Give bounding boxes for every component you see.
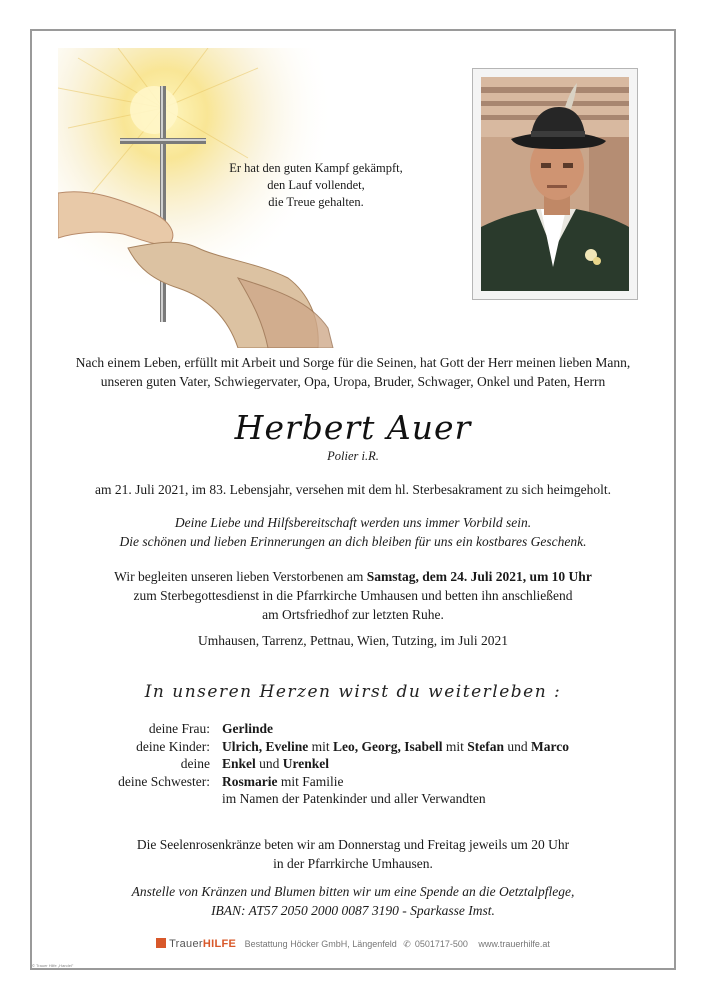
deceased-name: Herbert Auer	[234, 408, 472, 447]
image-credit: © Trauer Hilfe „Handel"	[32, 963, 74, 968]
connector: mit	[442, 738, 468, 754]
memorial-quote	[40, 513, 666, 551]
grandchild-name: Marco	[531, 738, 570, 754]
prayer-line: in der Pfarrkirche Umhausen.	[273, 856, 433, 871]
places-date: Umhausen, Tarrenz, Pettnau, Wien, Tutzing, im Juli 2021	[198, 633, 508, 648]
phone-number: 0501717-500	[414, 939, 468, 949]
funeral-line: zum Sterbegottesdienst in die Pfarrkirche Umhausen und betten ihn anschließend	[133, 588, 573, 603]
relative-row	[100, 755, 620, 773]
wife-name: Gerlinde	[222, 721, 273, 736]
relative-label: deine	[180, 756, 210, 771]
brand-name	[169, 938, 236, 950]
relative-names	[222, 773, 620, 791]
verse-line: den Lauf vollendet,	[267, 178, 365, 192]
relative-names	[222, 738, 620, 756]
sister-family: mit Familie	[277, 773, 344, 789]
verse-line: Er hat den guten Kampf gekämpft,	[229, 161, 403, 175]
footer	[40, 938, 666, 950]
trauerhilfe-logo-icon	[156, 938, 166, 948]
prayer-line: Die Seelenrosenkränze beten wir am Donnerstag und Freitag jeweils um 20 Uhr	[136, 837, 570, 852]
intro-line: Nach einem Leben, erfüllt mit Arbeit und Sorge für die Seinen, hat Gott der Herr meinen lieben Mann,	[75, 355, 631, 370]
child-names: Ulrich, Eveline	[222, 738, 309, 754]
portrait-photo	[481, 77, 629, 291]
verse-line: die Treue gehalten.	[268, 195, 364, 209]
grandchildren: Enkel	[222, 756, 256, 771]
intro-text	[40, 353, 666, 391]
hearts-heading: In unseren Herzen wirst du weiterleben :	[144, 682, 562, 702]
relative-label: deine Schwester:	[118, 773, 210, 789]
brand-part: Trauer	[169, 938, 203, 950]
relative-label	[100, 790, 222, 808]
connector: und	[504, 738, 532, 754]
donation-request	[40, 882, 666, 920]
quote-line: Die schönen und lieben Erinnerungen an dich bleiben für uns ein kostbares Geschenk.	[119, 534, 587, 549]
donation-line: Anstelle von Kränzen und Blumen bitten wir um eine Spende an die Oetztalpflege,	[131, 884, 575, 899]
relative-names	[222, 720, 620, 738]
portrait-frame	[472, 68, 638, 300]
relatives-list	[100, 720, 620, 808]
grandchild-names: Leo, Georg, Isabell	[333, 738, 443, 754]
brand-part: HILFE	[202, 938, 237, 950]
donation-line: IBAN: AT57 2050 2000 0087 3190 - Sparkasse Imst.	[211, 903, 495, 918]
intro-line: unseren guten Vater, Schwiegervater, Opa, Uropa, Bruder, Schwager, Onkel und Paten, Herrn	[100, 374, 606, 389]
connector: mit	[308, 738, 334, 754]
partner-name: Stefan	[467, 738, 505, 754]
relative-label: deine Frau:	[148, 721, 210, 736]
company-name: Bestattung Höcker GmbH, Längenfeld	[244, 939, 397, 949]
relative-row	[100, 720, 620, 738]
relative-row	[100, 773, 620, 791]
relative-names	[222, 755, 620, 773]
rosary-prayer-info	[40, 835, 666, 873]
relative-row	[100, 738, 620, 756]
funeral-intro: Wir begleiten unseren lieben Verstorbenen am	[114, 569, 367, 584]
relative-others: im Namen der Patenkinder und aller Verwandten	[222, 791, 486, 806]
death-notice: am 21. Juli 2021, im 83. Lebensjahr, versehen mit dem hl. Sterbesakrament zu sich heimgeholt.	[94, 482, 612, 497]
funeral-details	[40, 567, 666, 624]
relative-row	[100, 790, 620, 808]
funeral-date: Samstag, dem 24. Juli 2021, um 10 Uhr	[366, 569, 592, 584]
website-link[interactable]: www.trauerhilfe.at	[478, 939, 550, 949]
sister-name: Rosmarie	[222, 773, 278, 789]
deceased-occupation: Polier i.R.	[327, 449, 379, 463]
connector: und	[255, 756, 283, 771]
phone-icon: ✆	[403, 939, 411, 949]
great-grandchildren: Urenkel	[282, 756, 330, 771]
funeral-line: am Ortsfriedhof zur letzten Ruhe.	[262, 607, 444, 622]
quote-line: Deine Liebe und Hilfsbereitschaft werden uns immer Vorbild sein.	[174, 515, 532, 530]
relative-label: deine Kinder:	[136, 738, 210, 754]
funeral-line	[40, 567, 666, 586]
bible-verse	[228, 160, 404, 211]
